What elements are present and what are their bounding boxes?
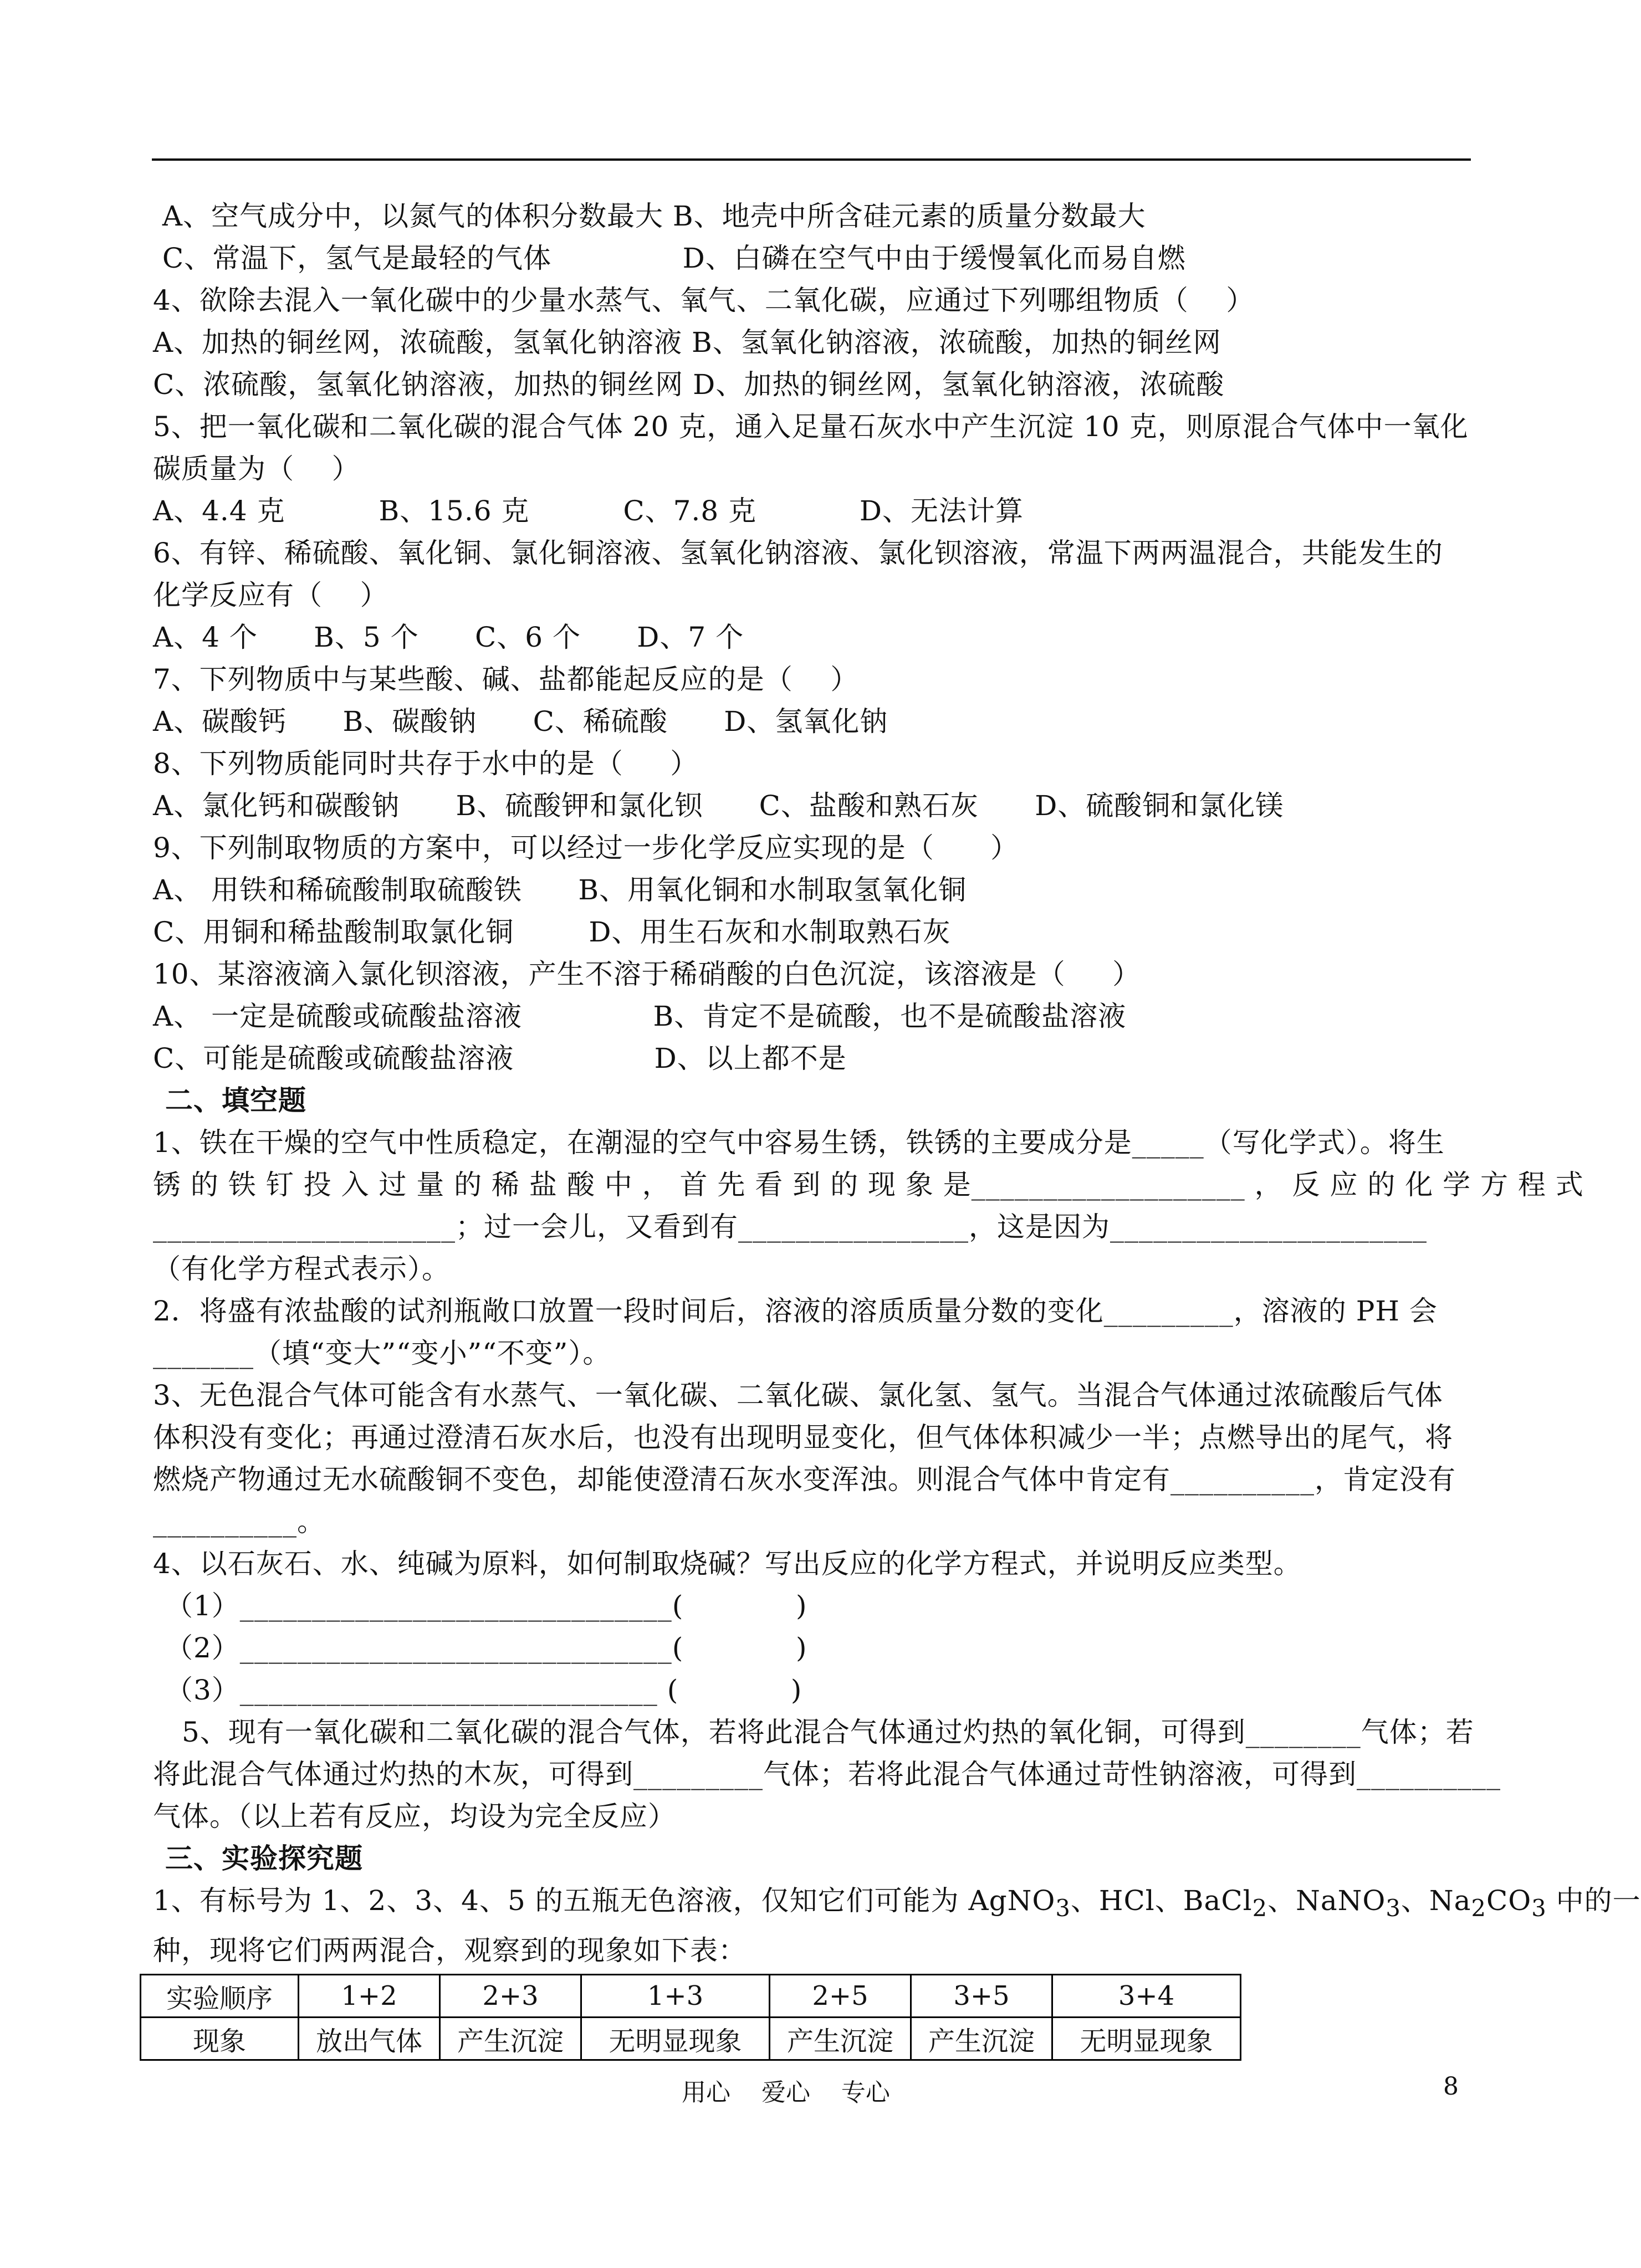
text-line: 体积没有变化；再通过澄清石灰水后，也没有出现明显变化，但气体体积减少一半；点燃导出的尾气，将 (153, 1421, 1453, 1453)
text-line: 7、下列物质中与某些酸、碱、盐都能起反应的是（ ） (153, 663, 859, 695)
table-cell: 1+3 (581, 1975, 770, 2018)
text-line: __________。 (153, 1506, 325, 1538)
text-line: C、常温下，氢气是最轻的气体 D、白磷在空气中由于缓慢氧化而易自燃 (153, 242, 1186, 274)
text-line: A、4 个 B、5 个 C、6 个 D、7 个 (153, 621, 744, 653)
text-line: 碳质量为（ ） (153, 453, 360, 485)
table-cell: 产生沉淀 (770, 2018, 911, 2060)
text-line: A、4.4 克 B、15.6 克 C、7.8 克 D、无法计算 (153, 495, 1024, 527)
text-line: （2）______________________________( ) (165, 1632, 807, 1664)
text-line: 将此混合气体通过灼热的木灰，可得到_________气体；若将此混合气体通过苛性钠溶液，可得到__________ (153, 1758, 1501, 1790)
text-line: A、 一定是硫酸或硫酸盐溶液 B、肯定不是硫酸，也不是硫酸盐溶液 (153, 1000, 1127, 1032)
table-cell: 3+4 (1052, 1975, 1241, 2018)
page-number: 8 (1443, 2072, 1459, 2101)
table-cell: 2+3 (440, 1975, 581, 2018)
text-line: A、氯化钙和碳酸钠 B、硫酸钾和氯化钡 C、盐酸和熟石灰 D、硫酸铜和氯化镁 (153, 790, 1284, 822)
question-intro-line2: 种，现将它们两两混合，观察到的现象如下表： (153, 1934, 747, 1967)
table-cell: 放出气体 (299, 2018, 440, 2060)
document-body (153, 195, 1641, 2061)
text-line: 锈 的 铁 钉 投 入 过 量 的 稀 盐 酸 中 ， 首 先 看 到 的 现 象 是___________________ ， 反 应 的 化 学 方 程 式 (153, 1169, 1584, 1201)
table-cell: 无明显现象 (581, 2018, 770, 2060)
text-line: 化学反应有（ ） (153, 579, 388, 611)
text-line: 9、下列制取物质的方案中，可以经过一步化学反应实现的是（ ） (153, 832, 1019, 864)
text-line: 三、实验探究题 (165, 1842, 363, 1875)
text-line: 4、以石灰石、水、纯碱为原料，如何制取烧碱？写出反应的化学方程式，并说明反应类型。 (153, 1548, 1302, 1580)
text-line: 5、把一氧化碳和二氧化碳的混合气体 20 克，通入足量石灰水中产生沉淀 10 克，则原混合气体中一氧化 (153, 411, 1469, 443)
table-cell: 3+5 (911, 1975, 1052, 2018)
text-line: _____________________；过一会儿，又看到有________________，这是因为______________________ (153, 1211, 1427, 1243)
text-line: A、空气成分中，以氮气的体积分数最大 B、地壳中所含硅元素的质量分数最大 (153, 200, 1146, 232)
experiment-table (140, 1974, 1241, 2061)
text-line: （3）_____________________________ ( ) (165, 1674, 802, 1706)
text-line: 6、有锌、稀硫酸、氧化铜、氯化铜溶液、氢氧化钠溶液、氯化钡溶液，常温下两两温混合，共能发生的 (153, 537, 1443, 569)
table-cell: 实验顺序 (141, 1975, 299, 2018)
text-line: （1）______________________________( ) (165, 1590, 807, 1622)
text-line: C、用铜和稀盐酸制取氯化铜 D、用生石灰和水制取熟石灰 (153, 916, 951, 948)
footer-motto: 用心 爱心 专心 (682, 2078, 890, 2107)
text-line: 气体。（以上若有反应，均设为完全反应） (153, 1800, 676, 1832)
table-header-row (141, 1975, 1241, 2018)
table-cell: 产生沉淀 (911, 2018, 1052, 2060)
text-line: 2．将盛有浓盐酸的试剂瓶敞口放置一段时间后，溶液的溶质质量分数的变化_________，溶液的 PH 会 (153, 1295, 1438, 1327)
text-line: A、加热的铜丝网，浓硫酸，氢氧化钠溶液 B、氢氧化钠溶液，浓硫酸，加热的铜丝网 (153, 326, 1221, 359)
table-cell: 现象 (141, 2018, 299, 2060)
question-intro: 1、有标号为 1、2、3、4、5 的五瓶无色溶液，仅知它们可能为 AgNO$_3$、HCl、BaCl$_2$、NaNO$_3$、$Na_2CO_3$ 中的一 (153, 1885, 1641, 1922)
header-rule (152, 158, 1471, 161)
text-line: A、碳酸钙 B、碳酸钠 C、稀硫酸 D、氢氧化钠 (153, 705, 888, 738)
text-line: 1、铁在干燥的空气中性质稳定，在潮湿的空气中容易生锈，铁锈的主要成分是_____（写化学式）。将生 (153, 1127, 1445, 1159)
text-line: 燃烧产物通过无水硫酸铜不变色，却能使澄清石灰水变浑浊。则混合气体中肯定有__________，肯定没有 (153, 1463, 1456, 1496)
table-cell: 无明显现象 (1052, 2018, 1241, 2060)
text-line: C、浓硫酸，氢氧化钠溶液，加热的铜丝网 D、加热的铜丝网，氢氧化钠溶液，浓硫酸 (153, 368, 1225, 401)
text-line: 10、某溶液滴入氯化钡溶液，产生不溶于稀硝酸的白色沉淀，该溶液是（ ） (153, 958, 1141, 990)
text-line: 8、下列物质能同时共存于水中的是（ ） (153, 748, 699, 780)
text-line: 5、现有一氧化碳和二氧化碳的混合气体，若将此混合气体通过灼热的氧化铜，可得到________气体；若 (182, 1716, 1474, 1748)
table-row (141, 2018, 1241, 2060)
table-cell: 1+2 (299, 1975, 440, 2018)
text-line: （有化学方程式表示）。 (153, 1253, 450, 1285)
table-cell: 2+5 (770, 1975, 911, 2018)
text-line: 4、欲除去混入一氧化碳中的少量水蒸气、氧气、二氧化碳，应通过下列哪组物质（ ） (153, 284, 1255, 316)
text-line: _______（填“变大”“变小”“不变”）。 (153, 1337, 611, 1369)
text-line: A、 用铁和稀硫酸制取硫酸铁 B、用氧化铜和水制取氢氧化铜 (153, 874, 967, 906)
text-line: 二、填空题 (165, 1084, 306, 1117)
table-cell: 产生沉淀 (440, 2018, 581, 2060)
text-line: C、可能是硫酸或硫酸盐溶液 D、以上都不是 (153, 1042, 847, 1074)
text-line: 3、无色混合气体可能含有水蒸气、一氧化碳、二氧化碳、氯化氢、氢气。当混合气体通过浓硫酸后气体 (153, 1379, 1443, 1411)
text-lines (153, 195, 1584, 1880)
